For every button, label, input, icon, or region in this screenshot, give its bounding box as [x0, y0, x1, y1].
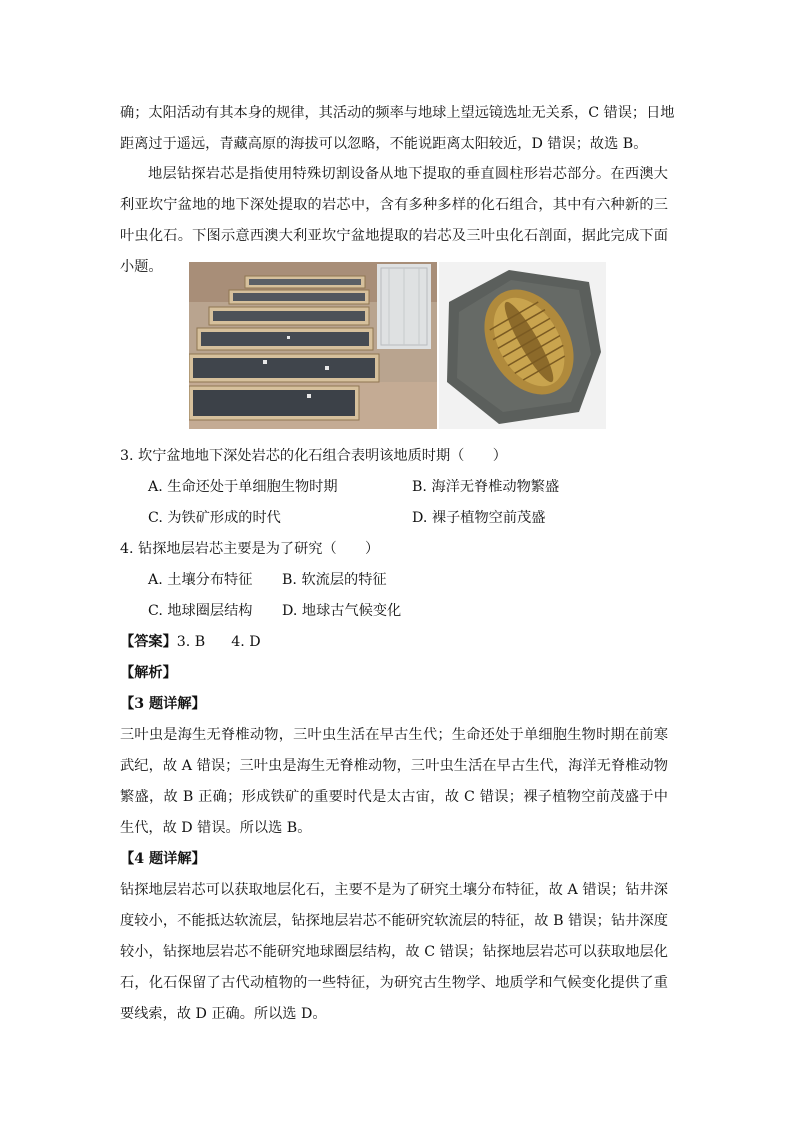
drill-cores-photo [189, 262, 437, 429]
q4-detail-label: 【4 题详解】 [120, 851, 206, 867]
figure-cores-and-fossil [189, 262, 606, 429]
question-3-option-d: D. 裸子植物空前茂盛 [412, 510, 546, 526]
analysis-label: 【解析】 [120, 665, 177, 681]
question-3-option-a: A. 生命还处于单细胞生物时期 [148, 479, 338, 495]
question-3-stem: 3. 坎宁盆地地下深处岩芯的化石组合表明该地质时期（ ） [120, 448, 507, 464]
q3-detail-text: 三叶虫是海生无脊椎动物，三叶虫生活在早古生代；生命还处于单细胞生物时期在前寒武纪，故 A 错误；三叶虫是海生无脊椎动物，三叶虫生活在早古生代，海洋无脊椎动物繁盛，故 B 正确；形成铁矿的重要时代是太古宙，故 C 错误；裸子植物空前茂盛于中生代，故 D 错误。所以选 B。 [120, 727, 668, 836]
question-4-option-c: C. 地球圈层结构 [148, 603, 253, 619]
answer-line [120, 632, 261, 652]
question-4-option-d: D. 地球古气候变化 [282, 603, 402, 619]
question-4-stem: 4. 钻探地层岩芯主要是为了研究（ ） [120, 541, 380, 557]
answer-4: 4. D [231, 634, 261, 650]
q3-detail-label: 【3 题详解】 [120, 696, 206, 712]
question-3-option-c: C. 为铁矿形成的时代 [148, 510, 281, 526]
intro-line-2: 距离过于遥远，青藏高原的海拔可以忽略，不能说距离太阳较近，D 错误；故选 B。 [120, 136, 648, 152]
question-4-option-b: B. 软流层的特征 [282, 572, 387, 588]
question-4-option-a: A. 土壤分布特征 [148, 572, 253, 588]
material-paragraph: 地层钻探岩芯是指使用特殊切割设备从地下提取的垂直圆柱形岩芯部分。在西澳大利亚坎宁盆地的地下深处提取的岩芯中，含有多种多样的化石组合，其中有六种新的三叶虫化石。下图示意西澳大利亚坎宁盆地提取的岩芯及三叶虫化石剖面，据此完成下面小题。 [120, 166, 668, 275]
question-3-option-b: B. 海洋无脊椎动物繁盛 [412, 479, 560, 495]
q4-detail-text: 钻探地层岩芯可以获取地层化石，主要不是为了研究土壤分布特征，故 A 错误；钻井深度较小，不能抵达软流层，钻探地层岩芯不能研究软流层的特征，故 B 错误；钻井深度较小，钻探地层岩芯不能研究地球圈层结构，故 C 错误；钻探地层岩芯可以获取地层化石，化石保留了古代动植物的一些特征，为研究古生物学、地质学和气候变化提供了重要线索，故 D 正确。所以选 D。 [120, 882, 668, 1022]
trilobite-fossil-photo [439, 262, 606, 429]
answer-3: 3. B [176, 634, 206, 650]
answer-label: 【答案】 [120, 634, 177, 650]
intro-line-1: 确；太阳活动有其本身的规律，其活动的频率与地球上望远镜选址无关系，C 错误；日地 [120, 105, 675, 121]
